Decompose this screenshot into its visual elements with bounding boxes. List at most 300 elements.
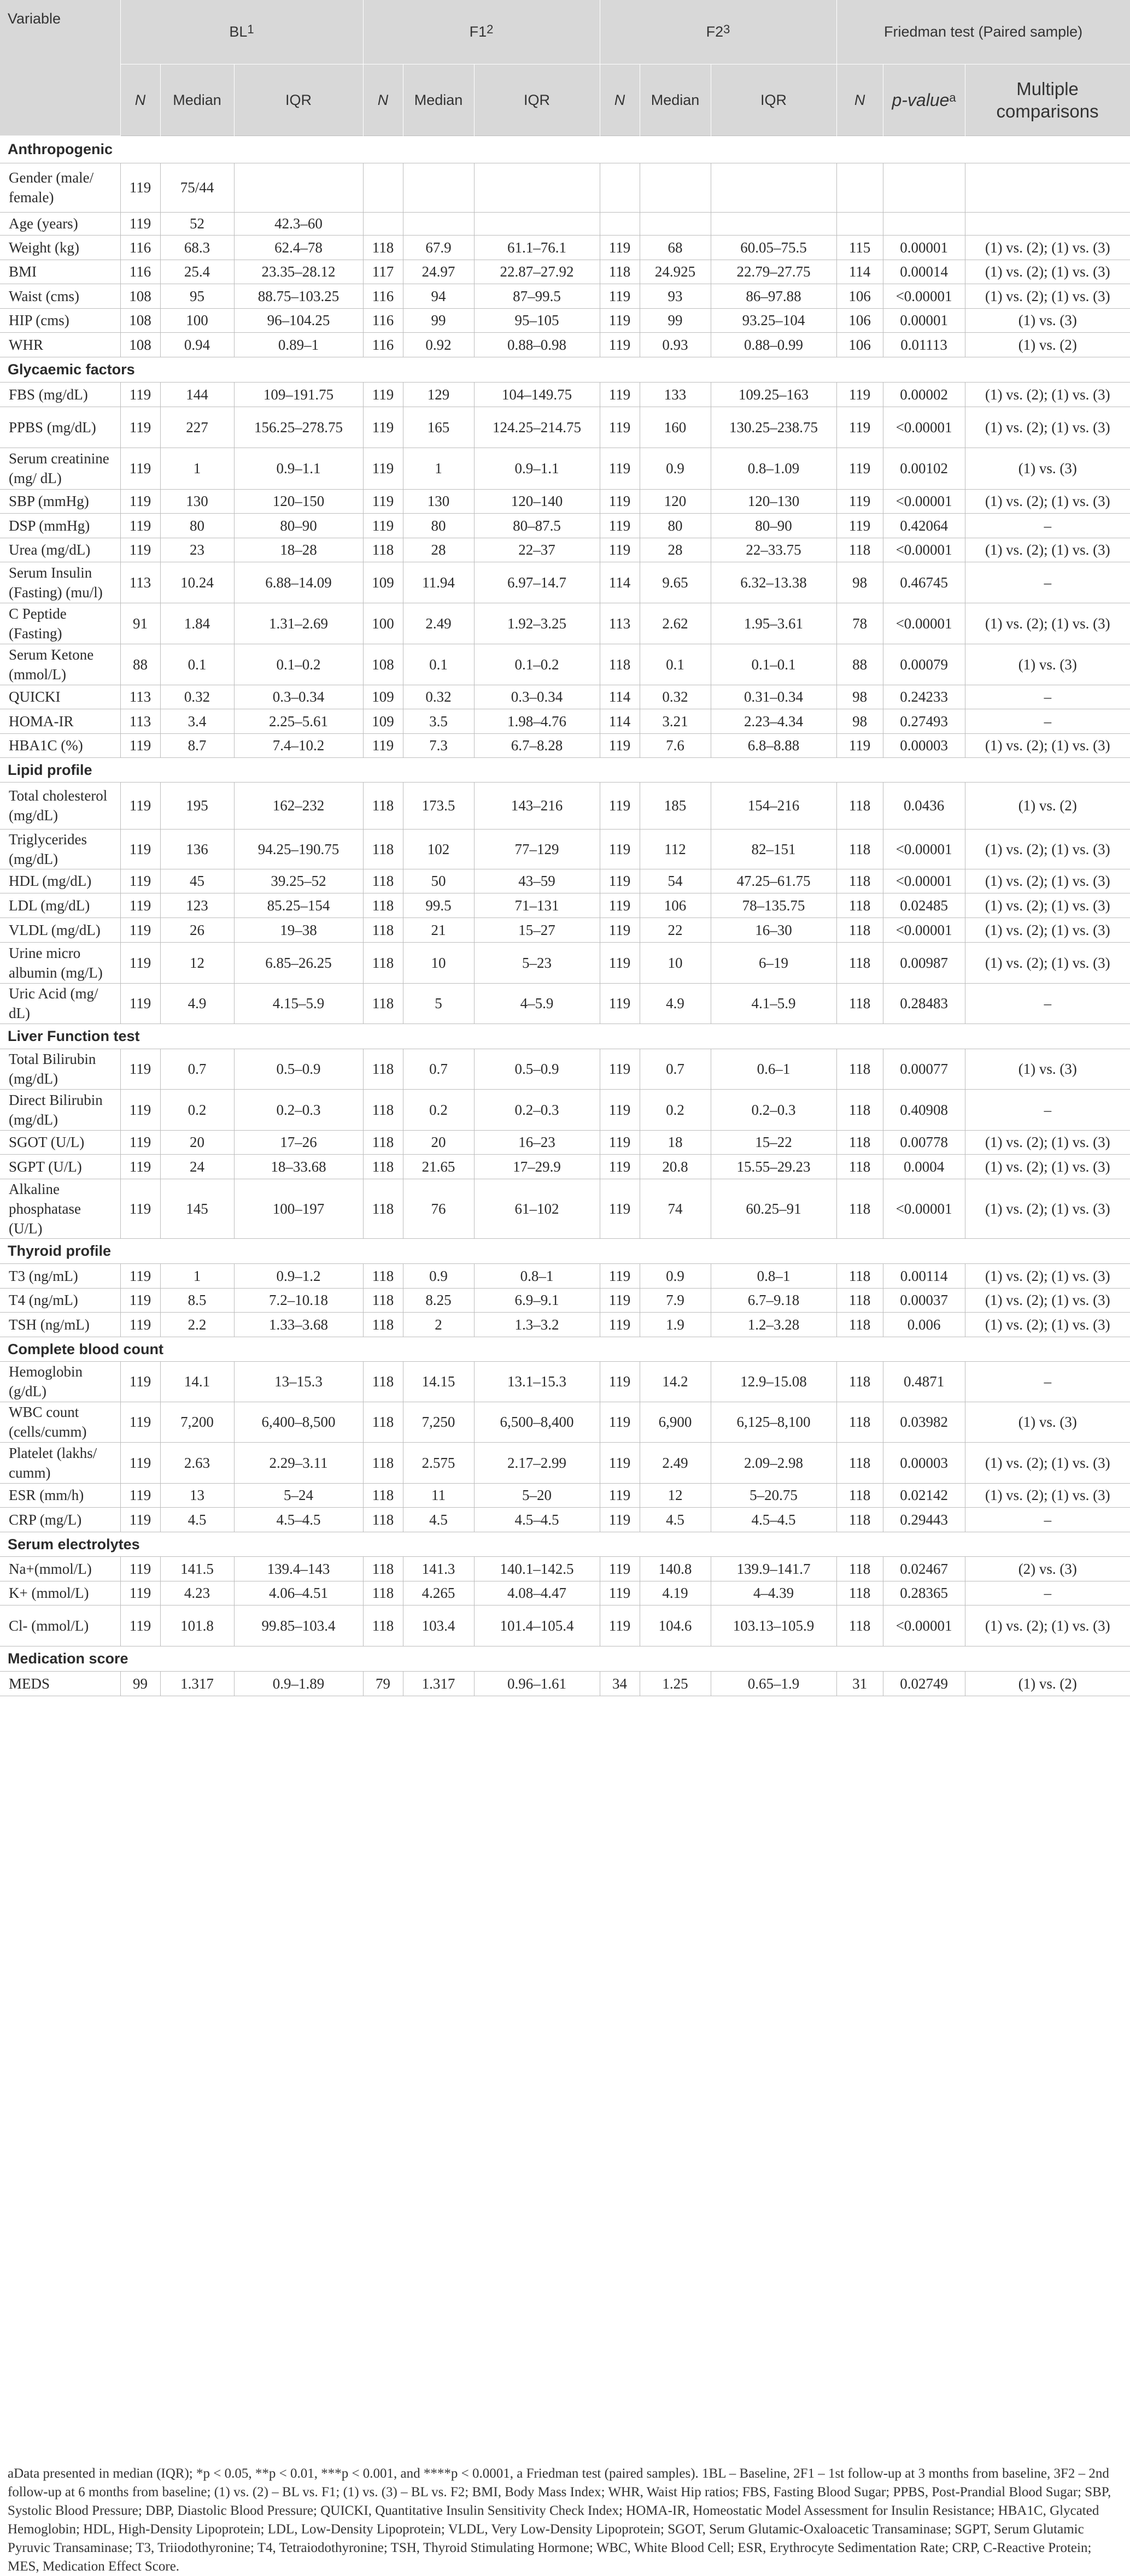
- bl-median-cell: 0.7: [160, 1049, 234, 1089]
- p-value-cell: 0.0004: [883, 1154, 965, 1179]
- bl-median-cell: 75/44: [160, 163, 234, 212]
- section-title: Glycaemic factors: [0, 357, 1130, 382]
- variable-cell: CRP (mg/L): [0, 1507, 120, 1532]
- subheader-n: N: [600, 64, 640, 136]
- variable-cell: T3 (ng/mL): [0, 1263, 120, 1288]
- multiple-comparisons-cell: (1) vs. (2); (1) vs. (3): [965, 918, 1130, 942]
- header-group-bl-sup: 1: [247, 22, 254, 37]
- variable-cell: Serum Ketone (mmol/L): [0, 644, 120, 685]
- f2-median-cell: 2.62: [640, 603, 711, 644]
- f2-median-cell: 0.9: [640, 448, 711, 489]
- f2-median-cell: 140.8: [640, 1556, 711, 1581]
- bl-iqr-cell: 0.3–0.34: [234, 685, 363, 709]
- bl-iqr-cell: 2.29–3.11: [234, 1442, 363, 1483]
- p-value-cell: 0.42064: [883, 513, 965, 538]
- variable-cell: WBC count (cells/cumm): [0, 1402, 120, 1442]
- bl-median-cell: 100: [160, 308, 234, 332]
- f1-median-cell: [403, 212, 474, 235]
- section-header: [0, 1024, 1130, 1049]
- variable-cell: SGPT (U/L): [0, 1154, 120, 1179]
- multiple-comparisons-cell: (1) vs. (2); (1) vs. (3): [965, 382, 1130, 407]
- friedman-n-cell: 118: [836, 893, 883, 918]
- multiple-comparisons-cell: (1) vs. (2): [965, 332, 1130, 357]
- p-value-cell: 0.00001: [883, 235, 965, 260]
- p-value-cell: 0.00077: [883, 1049, 965, 1089]
- friedman-n-cell: 118: [836, 1442, 883, 1483]
- p-value-cell: 0.24233: [883, 685, 965, 709]
- p-value-cell: 0.00014: [883, 260, 965, 284]
- f2-iqr-cell: 120–130: [711, 489, 836, 513]
- p-value-cell: 0.00037: [883, 1288, 965, 1312]
- variable-cell: SBP (mmHg): [0, 489, 120, 513]
- f1-iqr-cell: 143–216: [474, 782, 600, 829]
- f1-iqr-cell: 0.8–1: [474, 1263, 600, 1288]
- f1-n-cell: 119: [363, 489, 403, 513]
- multiple-comparisons-cell: (1) vs. (3): [965, 1402, 1130, 1442]
- friedman-n-cell: 88: [836, 644, 883, 685]
- bl-median-cell: 8.7: [160, 733, 234, 757]
- f2-iqr-cell: 6–19: [711, 942, 836, 983]
- subheader-p-value: [883, 64, 965, 136]
- f1-median-cell: 4.5: [403, 1507, 474, 1532]
- f1-iqr-cell: 13.1–15.3: [474, 1361, 600, 1402]
- section-header: [0, 1238, 1130, 1263]
- bl-n-cell: 119: [120, 829, 160, 869]
- variable-cell: Gender (male/ female): [0, 163, 120, 212]
- table-row: [0, 284, 1130, 308]
- bl-n-cell: 119: [120, 489, 160, 513]
- bl-median-cell: 101.8: [160, 1605, 234, 1646]
- bl-median-cell: 1: [160, 1263, 234, 1288]
- bl-iqr-cell: 0.9–1.89: [234, 1671, 363, 1696]
- bl-median-cell: 7,200: [160, 1402, 234, 1442]
- f2-iqr-cell: 2.23–4.34: [711, 709, 836, 733]
- f1-median-cell: 2.49: [403, 603, 474, 644]
- f1-iqr-cell: 4.08–4.47: [474, 1581, 600, 1605]
- variable-cell: HBA1C (%): [0, 733, 120, 757]
- table-row: [0, 603, 1130, 644]
- variable-cell: HDL (mg/dL): [0, 869, 120, 893]
- bl-n-cell: 113: [120, 685, 160, 709]
- friedman-n-cell: 31: [836, 1671, 883, 1696]
- f2-median-cell: 28: [640, 538, 711, 562]
- p-value-cell: <0.00001: [883, 538, 965, 562]
- f1-median-cell: 0.1: [403, 644, 474, 685]
- table-row: [0, 1556, 1130, 1581]
- multiple-comparisons-cell: (1) vs. (2); (1) vs. (3): [965, 942, 1130, 983]
- f2-n-cell: 119: [600, 1179, 640, 1238]
- bl-iqr-cell: 1.33–3.68: [234, 1312, 363, 1337]
- multiple-comparisons-cell: [965, 212, 1130, 235]
- f2-iqr-cell: 6.32–13.38: [711, 562, 836, 603]
- bl-n-cell: 119: [120, 1049, 160, 1089]
- variable-cell: Waist (cms): [0, 284, 120, 308]
- section-header: [0, 757, 1130, 782]
- table-row: [0, 829, 1130, 869]
- bl-n-cell: 113: [120, 562, 160, 603]
- bl-median-cell: 20: [160, 1130, 234, 1154]
- variable-cell: HOMA-IR: [0, 709, 120, 733]
- f2-median-cell: 112: [640, 829, 711, 869]
- bl-n-cell: 108: [120, 284, 160, 308]
- f1-n-cell: 118: [363, 782, 403, 829]
- f1-n-cell: 116: [363, 332, 403, 357]
- f1-iqr-cell: 43–59: [474, 869, 600, 893]
- f2-n-cell: 119: [600, 1154, 640, 1179]
- table-row: [0, 489, 1130, 513]
- friedman-n-cell: 118: [836, 869, 883, 893]
- multiple-comparisons-cell: –: [965, 1581, 1130, 1605]
- multiple-comparisons-cell: (1) vs. (2); (1) vs. (3): [965, 733, 1130, 757]
- f1-n-cell: 118: [363, 829, 403, 869]
- f2-median-cell: 4.19: [640, 1581, 711, 1605]
- f2-n-cell: 118: [600, 260, 640, 284]
- f1-iqr-cell: 0.5–0.9: [474, 1049, 600, 1089]
- f1-median-cell: 99: [403, 308, 474, 332]
- f2-iqr-cell: 4.1–5.9: [711, 983, 836, 1024]
- f2-iqr-cell: 15.55–29.23: [711, 1154, 836, 1179]
- f2-n-cell: 119: [600, 538, 640, 562]
- f2-median-cell: 0.32: [640, 685, 711, 709]
- f1-iqr-cell: 0.1–0.2: [474, 644, 600, 685]
- bl-n-cell: 119: [120, 918, 160, 942]
- p-value-cell: <0.00001: [883, 407, 965, 448]
- f2-median-cell: 0.9: [640, 1263, 711, 1288]
- table-row: [0, 562, 1130, 603]
- friedman-n-cell: 118: [836, 1130, 883, 1154]
- multiple-comparisons-cell: –: [965, 1507, 1130, 1532]
- bl-n-cell: 119: [120, 1581, 160, 1605]
- bl-iqr-cell: 0.1–0.2: [234, 644, 363, 685]
- p-value-cell: 0.0436: [883, 782, 965, 829]
- section-header: [0, 1646, 1130, 1671]
- bl-n-cell: 119: [120, 869, 160, 893]
- f2-iqr-cell: 1.95–3.61: [711, 603, 836, 644]
- variable-cell: Serum Insulin (Fasting) (mu/l): [0, 562, 120, 603]
- subheader-median: Median: [160, 64, 234, 136]
- bl-iqr-cell: 18–33.68: [234, 1154, 363, 1179]
- variable-cell: Triglycerides (mg/dL): [0, 829, 120, 869]
- f1-n-cell: 118: [363, 1507, 403, 1532]
- bl-iqr-cell: 7.4–10.2: [234, 733, 363, 757]
- bl-n-cell: 113: [120, 709, 160, 733]
- f1-iqr-cell: 1.3–3.2: [474, 1312, 600, 1337]
- f2-median-cell: 1.9: [640, 1312, 711, 1337]
- f1-n-cell: 118: [363, 235, 403, 260]
- f2-iqr-cell: 0.1–0.1: [711, 644, 836, 685]
- f1-n-cell: 118: [363, 1154, 403, 1179]
- f1-iqr-cell: 71–131: [474, 893, 600, 918]
- f2-iqr-cell: 2.09–2.98: [711, 1442, 836, 1483]
- bl-median-cell: 130: [160, 489, 234, 513]
- f1-n-cell: 118: [363, 1605, 403, 1646]
- f2-median-cell: 54: [640, 869, 711, 893]
- f2-iqr-cell: 139.9–141.7: [711, 1556, 836, 1581]
- bl-n-cell: 116: [120, 260, 160, 284]
- p-value-cell: 0.00003: [883, 1442, 965, 1483]
- variable-cell: Alkaline phosphatase (U/L): [0, 1179, 120, 1238]
- p-value-cell: <0.00001: [883, 284, 965, 308]
- f1-n-cell: 117: [363, 260, 403, 284]
- f2-median-cell: 68: [640, 235, 711, 260]
- f2-iqr-cell: 0.6–1: [711, 1049, 836, 1089]
- f2-median-cell: 3.21: [640, 709, 711, 733]
- friedman-n-cell: 118: [836, 1581, 883, 1605]
- f2-median-cell: 93: [640, 284, 711, 308]
- f2-n-cell: 119: [600, 235, 640, 260]
- p-value-cell: 0.00079: [883, 644, 965, 685]
- f1-n-cell: 108: [363, 644, 403, 685]
- f2-n-cell: 114: [600, 709, 640, 733]
- friedman-n-cell: 119: [836, 382, 883, 407]
- bl-median-cell: 52: [160, 212, 234, 235]
- friedman-n-cell: 119: [836, 407, 883, 448]
- bl-median-cell: 4.5: [160, 1507, 234, 1532]
- f2-iqr-cell: 6,125–8,100: [711, 1402, 836, 1442]
- table-row: [0, 893, 1130, 918]
- multiple-comparisons-cell: (1) vs. (2); (1) vs. (3): [965, 407, 1130, 448]
- friedman-n-cell: 118: [836, 1179, 883, 1238]
- f1-iqr-cell: 16–23: [474, 1130, 600, 1154]
- table-row: [0, 448, 1130, 489]
- bl-n-cell: 119: [120, 733, 160, 757]
- section-header: [0, 1532, 1130, 1556]
- table-row: [0, 1089, 1130, 1130]
- bl-median-cell: 26: [160, 918, 234, 942]
- p-value-cell: 0.02749: [883, 1671, 965, 1696]
- p-value-cell: <0.00001: [883, 1179, 965, 1238]
- variable-cell: BMI: [0, 260, 120, 284]
- f2-iqr-cell: 1.2–3.28: [711, 1312, 836, 1337]
- table-row: [0, 212, 1130, 235]
- multiple-comparisons-cell: –: [965, 1089, 1130, 1130]
- bl-n-cell: 119: [120, 1179, 160, 1238]
- bl-iqr-cell: 85.25–154: [234, 893, 363, 918]
- f2-n-cell: 119: [600, 1049, 640, 1089]
- bl-iqr-cell: 4.15–5.9: [234, 983, 363, 1024]
- f1-iqr-cell: 6.9–9.1: [474, 1288, 600, 1312]
- variable-cell: Uric Acid (mg/ dL): [0, 983, 120, 1024]
- f2-n-cell: 114: [600, 562, 640, 603]
- f2-n-cell: 119: [600, 1402, 640, 1442]
- p-value-cell: 0.00002: [883, 382, 965, 407]
- table-row: [0, 1263, 1130, 1288]
- bl-n-cell: 119: [120, 1361, 160, 1402]
- table-row: [0, 733, 1130, 757]
- f2-median-cell: 9.65: [640, 562, 711, 603]
- bl-n-cell: 99: [120, 1671, 160, 1696]
- p-value-cell: [883, 212, 965, 235]
- f2-n-cell: 113: [600, 603, 640, 644]
- multiple-comparisons-cell: (1) vs. (2); (1) vs. (3): [965, 869, 1130, 893]
- f1-n-cell: 118: [363, 893, 403, 918]
- multiple-comparisons-cell: –: [965, 709, 1130, 733]
- f2-iqr-cell: [711, 163, 836, 212]
- friedman-n-cell: 98: [836, 709, 883, 733]
- p-value-cell: 0.00102: [883, 448, 965, 489]
- f1-iqr-cell: [474, 163, 600, 212]
- f1-median-cell: 1.317: [403, 1671, 474, 1696]
- header-variable: Variable: [0, 0, 120, 136]
- f2-median-cell: 0.93: [640, 332, 711, 357]
- table-row: [0, 1154, 1130, 1179]
- f1-n-cell: 118: [363, 1483, 403, 1507]
- multiple-comparisons-cell: (1) vs. (2); (1) vs. (3): [965, 893, 1130, 918]
- f1-median-cell: 102: [403, 829, 474, 869]
- f1-iqr-cell: 0.2–0.3: [474, 1089, 600, 1130]
- subheader-n: N: [120, 64, 160, 136]
- bl-n-cell: 119: [120, 212, 160, 235]
- friedman-n-cell: 98: [836, 562, 883, 603]
- f2-median-cell: 185: [640, 782, 711, 829]
- f2-n-cell: 119: [600, 308, 640, 332]
- f1-median-cell: 0.9: [403, 1263, 474, 1288]
- f2-median-cell: 1.25: [640, 1671, 711, 1696]
- f2-median-cell: 4.9: [640, 983, 711, 1024]
- bl-median-cell: 0.32: [160, 685, 234, 709]
- multiple-comparisons-cell: (1) vs. (2); (1) vs. (3): [965, 1312, 1130, 1337]
- table-row: [0, 1442, 1130, 1483]
- table-row: [0, 1402, 1130, 1442]
- f2-n-cell: 119: [600, 1089, 640, 1130]
- f2-n-cell: 119: [600, 332, 640, 357]
- variable-cell: Direct Bilirubin (mg/dL): [0, 1089, 120, 1130]
- variable-cell: VLDL (mg/dL): [0, 918, 120, 942]
- subheader-p-value-sup: a: [949, 90, 956, 104]
- p-value-cell: 0.006: [883, 1312, 965, 1337]
- f2-iqr-cell: 109.25–163: [711, 382, 836, 407]
- f1-iqr-cell: 4.5–4.5: [474, 1507, 600, 1532]
- subheader-median: Median: [640, 64, 711, 136]
- bl-iqr-cell: 18–28: [234, 538, 363, 562]
- f2-iqr-cell: 78–135.75: [711, 893, 836, 918]
- f1-n-cell: 118: [363, 1402, 403, 1442]
- bl-iqr-cell: 62.4–78: [234, 235, 363, 260]
- variable-cell: Hemoglobin (g/dL): [0, 1361, 120, 1402]
- bl-iqr-cell: 162–232: [234, 782, 363, 829]
- table-row: [0, 1581, 1130, 1605]
- f1-iqr-cell: 15–27: [474, 918, 600, 942]
- bl-iqr-cell: 19–38: [234, 918, 363, 942]
- variable-cell: Urine micro albumin (mg/L): [0, 942, 120, 983]
- f1-n-cell: 118: [363, 983, 403, 1024]
- table-row: [0, 685, 1130, 709]
- bl-iqr-cell: 0.9–1.1: [234, 448, 363, 489]
- p-value-cell: 0.00003: [883, 733, 965, 757]
- p-value-cell: [883, 163, 965, 212]
- f2-n-cell: 119: [600, 918, 640, 942]
- bl-iqr-cell: 100–197: [234, 1179, 363, 1238]
- f1-iqr-cell: 1.92–3.25: [474, 603, 600, 644]
- f1-median-cell: 8.25: [403, 1288, 474, 1312]
- p-value-cell: 0.29443: [883, 1507, 965, 1532]
- friedman-n-cell: [836, 163, 883, 212]
- variable-cell: LDL (mg/dL): [0, 893, 120, 918]
- variable-cell: Urea (mg/dL): [0, 538, 120, 562]
- p-value-cell: 0.01113: [883, 332, 965, 357]
- f1-iqr-cell: 17–29.9: [474, 1154, 600, 1179]
- subheader-n: N: [363, 64, 403, 136]
- f2-iqr-cell: 86–97.88: [711, 284, 836, 308]
- bl-median-cell: 80: [160, 513, 234, 538]
- f2-n-cell: 119: [600, 942, 640, 983]
- variable-cell: PPBS (mg/dL): [0, 407, 120, 448]
- header-group-f2-sup: 3: [723, 22, 730, 37]
- f2-iqr-cell: 0.65–1.9: [711, 1671, 836, 1696]
- bl-median-cell: 25.4: [160, 260, 234, 284]
- f2-iqr-cell: 0.88–0.99: [711, 332, 836, 357]
- bl-iqr-cell: 4.06–4.51: [234, 1581, 363, 1605]
- f1-n-cell: 118: [363, 1556, 403, 1581]
- header-group-f1: [363, 0, 600, 64]
- friedman-n-cell: 118: [836, 1361, 883, 1402]
- f1-n-cell: 118: [363, 1049, 403, 1089]
- bl-median-cell: 12: [160, 942, 234, 983]
- variable-cell: TSH (ng/mL): [0, 1312, 120, 1337]
- table-row: [0, 983, 1130, 1024]
- f2-iqr-cell: 15–22: [711, 1130, 836, 1154]
- f2-n-cell: 119: [600, 983, 640, 1024]
- f1-iqr-cell: 0.88–0.98: [474, 332, 600, 357]
- f2-n-cell: 118: [600, 644, 640, 685]
- header-group-f1-sup: 2: [487, 22, 494, 37]
- section-title: Medication score: [0, 1646, 1130, 1671]
- f2-iqr-cell: 16–30: [711, 918, 836, 942]
- f2-iqr-cell: 0.2–0.3: [711, 1089, 836, 1130]
- f1-n-cell: 79: [363, 1671, 403, 1696]
- f2-n-cell: 119: [600, 1442, 640, 1483]
- f1-iqr-cell: 0.96–1.61: [474, 1671, 600, 1696]
- f1-median-cell: 20: [403, 1130, 474, 1154]
- multiple-comparisons-cell: (1) vs. (2): [965, 782, 1130, 829]
- variable-cell: WHR: [0, 332, 120, 357]
- friedman-n-cell: 78: [836, 603, 883, 644]
- bl-iqr-cell: 7.2–10.18: [234, 1288, 363, 1312]
- f1-iqr-cell: 22.87–27.92: [474, 260, 600, 284]
- p-value-cell: <0.00001: [883, 918, 965, 942]
- f1-n-cell: 119: [363, 733, 403, 757]
- f2-median-cell: [640, 163, 711, 212]
- f1-iqr-cell: 6.7–8.28: [474, 733, 600, 757]
- variable-cell: Total Bilirubin (mg/dL): [0, 1049, 120, 1089]
- bl-iqr-cell: 5–24: [234, 1483, 363, 1507]
- f1-median-cell: 14.15: [403, 1361, 474, 1402]
- f2-median-cell: 6,900: [640, 1402, 711, 1442]
- multiple-comparisons-cell: (1) vs. (2); (1) vs. (3): [965, 829, 1130, 869]
- multiple-comparisons-cell: (1) vs. (2); (1) vs. (3): [965, 235, 1130, 260]
- f1-median-cell: 141.3: [403, 1556, 474, 1581]
- f2-median-cell: 4.5: [640, 1507, 711, 1532]
- variable-cell: Platelet (lakhs/ cumm): [0, 1442, 120, 1483]
- friedman-n-cell: 119: [836, 448, 883, 489]
- section-title: Lipid profile: [0, 757, 1130, 782]
- bl-iqr-cell: 120–150: [234, 489, 363, 513]
- multiple-comparisons-cell: (1) vs. (2); (1) vs. (3): [965, 1605, 1130, 1646]
- f1-n-cell: 118: [363, 1263, 403, 1288]
- f2-n-cell: 119: [600, 513, 640, 538]
- multiple-comparisons-cell: (1) vs. (2); (1) vs. (3): [965, 1442, 1130, 1483]
- multiple-comparisons-cell: –: [965, 685, 1130, 709]
- table-row: [0, 942, 1130, 983]
- p-value-cell: 0.03982: [883, 1402, 965, 1442]
- f1-median-cell: 7,250: [403, 1402, 474, 1442]
- f2-n-cell: 119: [600, 893, 640, 918]
- f2-iqr-cell: 0.8–1.09: [711, 448, 836, 489]
- f1-iqr-cell: 61–102: [474, 1179, 600, 1238]
- f2-n-cell: 119: [600, 448, 640, 489]
- bl-iqr-cell: [234, 163, 363, 212]
- friedman-n-cell: 119: [836, 489, 883, 513]
